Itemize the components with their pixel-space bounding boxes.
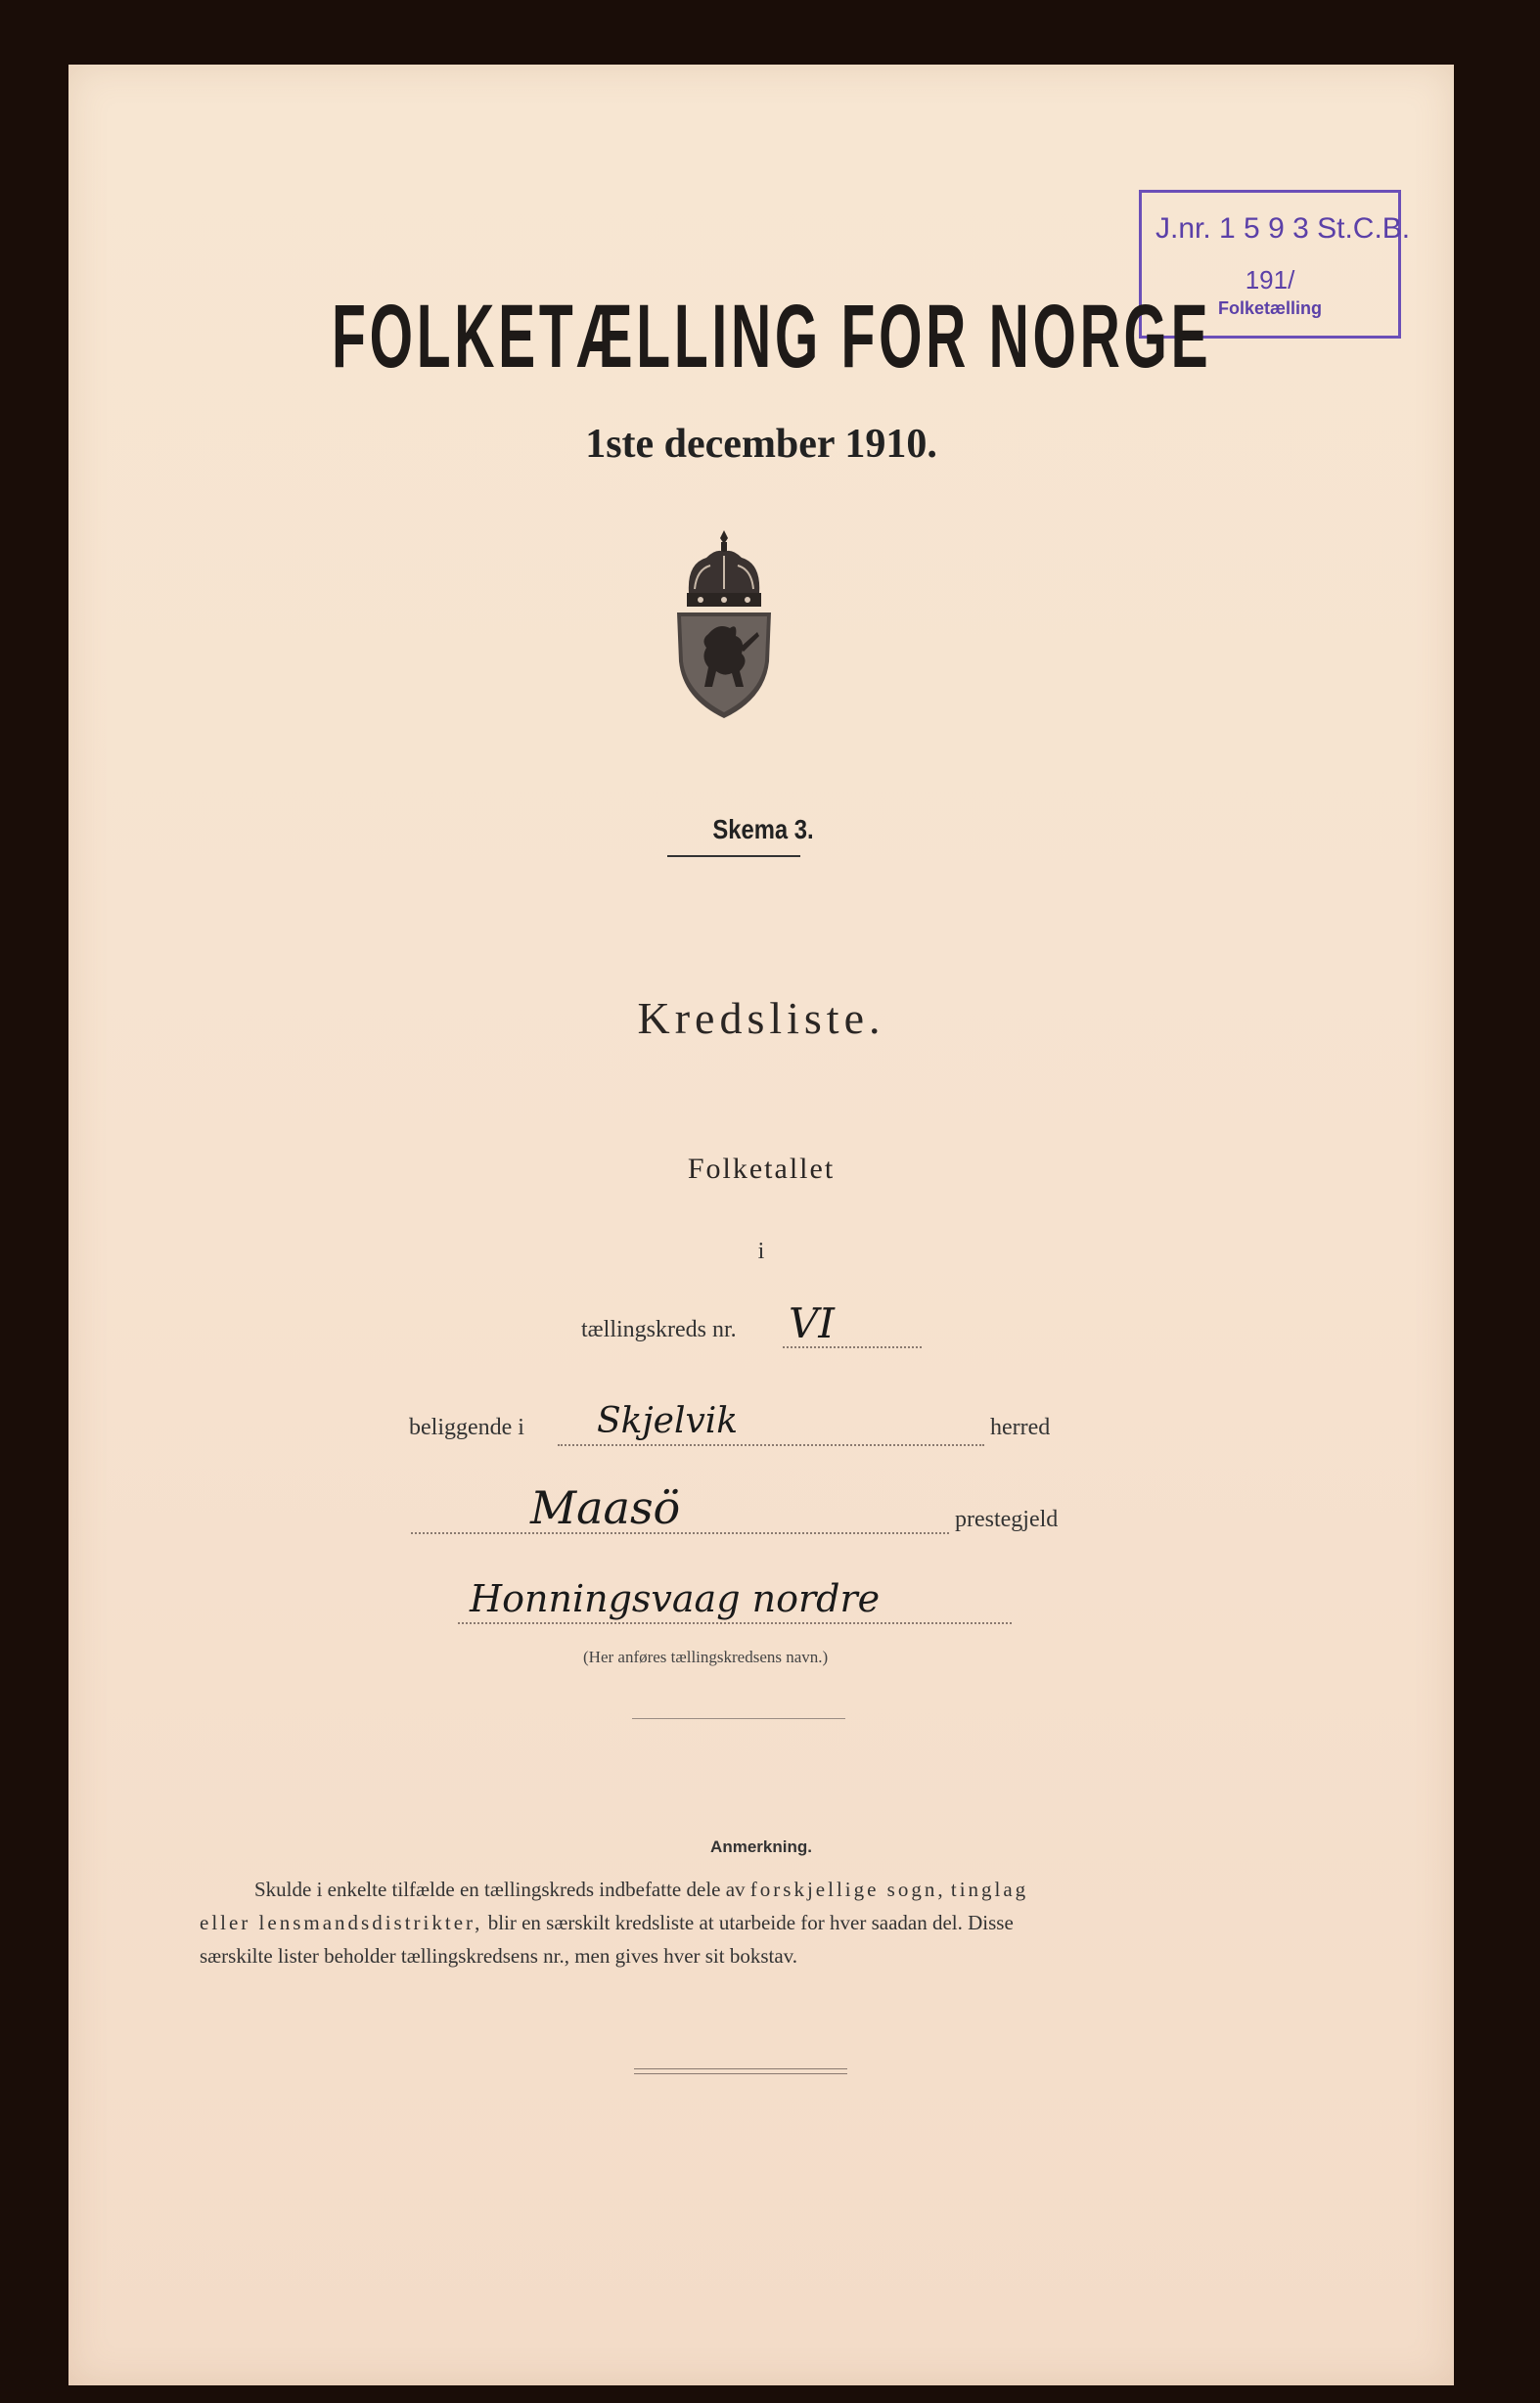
schema-number: Skema 3.	[712, 814, 814, 844]
prestegjeld-value[interactable]: Maasö	[530, 1481, 681, 1534]
prestegjeld-label: prestegjeld	[955, 1507, 1059, 1532]
remark-title: Anmerkning.	[710, 1837, 812, 1856]
remark-text	[200, 1873, 1286, 1972]
remark-line-1	[200, 1873, 1286, 1906]
kreds-number-label: tællingskreds nr.	[581, 1317, 737, 1342]
stamp-label: Folketælling	[1217, 298, 1322, 318]
kreds-name-value[interactable]: Honningsvaag nordre	[470, 1577, 881, 1620]
remark-line-2b: blir en særskilt kredsliste at utarbeide for hver saadan del. Disse	[487, 1911, 1014, 1934]
herred-value[interactable]: Skjelvik	[597, 1401, 739, 1441]
remark-line-1c: tinglag	[950, 1878, 1029, 1901]
population-label: Folketallet	[687, 1153, 836, 1185]
stamp-number: 191/	[1245, 265, 1295, 295]
remark-line-2a: eller lensmandsdistrikter,	[200, 1911, 483, 1934]
census-date: 1ste december 1910.	[585, 422, 937, 467]
herred-label: herred	[990, 1415, 1051, 1440]
document-heading: Kredsliste.	[637, 993, 885, 1043]
remark-line-3: særskilte lister beholder tællingskredsens nr., men gives hver sit bokstav.	[200, 1944, 798, 1968]
kreds-name-hint: (Her anføres tællingskredsens navn.)	[583, 1648, 829, 1666]
herred-line	[558, 1444, 984, 1446]
remark-line-1b: forskjellige sogn,	[749, 1878, 946, 1901]
bottom-divider-bottom	[634, 2073, 847, 2074]
bottom-divider-top	[634, 2068, 847, 2069]
preposition-i: i	[757, 1239, 765, 1264]
schema-underline	[667, 855, 800, 857]
remark-line-1a: Skulde i enkelte tilfælde en tællingskreds indbefatte dele av	[254, 1878, 746, 1901]
page-title: FOLKETÆLLING FOR NORGE	[332, 287, 1212, 386]
norway-coat-of-arms-icon	[667, 524, 781, 725]
stamp-journal-number: J.nr. 1 5 9 3 St.C.B.	[1155, 212, 1411, 245]
divider	[632, 1718, 845, 1719]
kreds-number-value[interactable]: VI	[789, 1299, 835, 1347]
kreds-name-line	[458, 1622, 1012, 1624]
located-in-label: beliggende i	[409, 1415, 524, 1440]
census-form-page	[68, 65, 1454, 2385]
remark-line-2	[200, 1906, 1286, 1939]
